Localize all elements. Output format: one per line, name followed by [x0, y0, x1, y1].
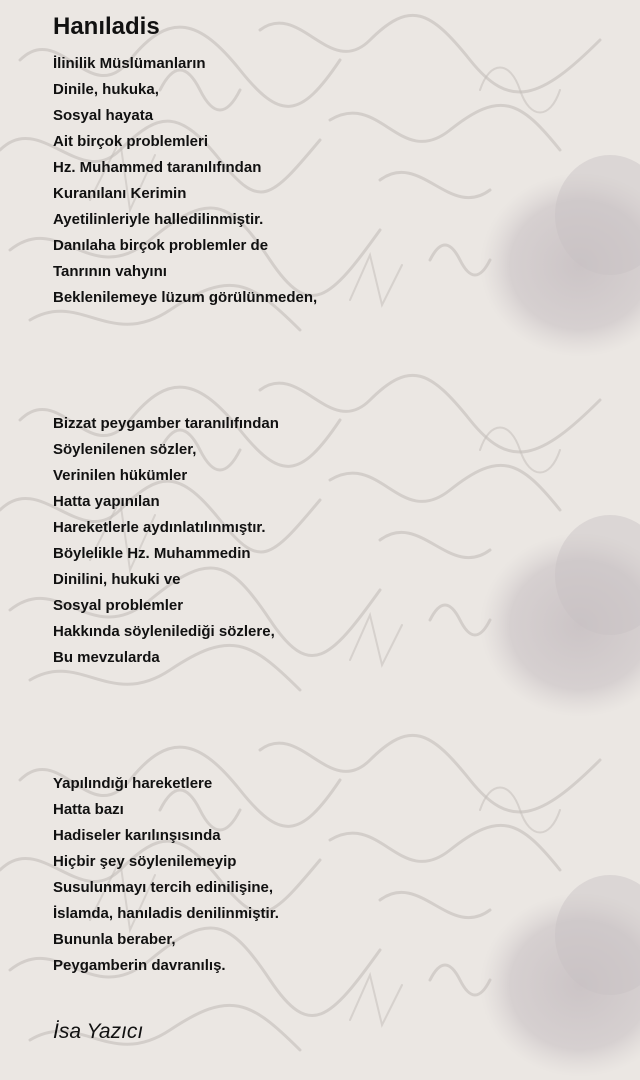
- poem-line: Tanrının vahyını: [53, 263, 167, 280]
- poem-line: Hareketlerle aydınlatılınmıştır.: [53, 519, 266, 536]
- poem-line: Beklenilemeye lüzum görülünmeden,: [53, 289, 318, 306]
- poem-line: Söylenilenen sözler,: [53, 441, 197, 458]
- poem-line: Dinilini, hukuki ve: [53, 571, 181, 588]
- poem-line: Sosyal hayata: [53, 107, 154, 124]
- poem-author: İsa Yazıcı: [53, 1020, 144, 1043]
- stanza-3: [53, 771, 279, 979]
- poem-line: İslamda, hanıladis denilinmiştir.: [53, 905, 279, 922]
- poem-line: Peygamberin davranılış.: [53, 957, 226, 974]
- poem-line: Danılaha birçok problemler de: [53, 237, 269, 254]
- poem-line: Bununla beraber,: [53, 931, 176, 948]
- poem-line: Hakkında söylenilediği sözlere,: [53, 623, 275, 640]
- poem-title: Hanıladis: [53, 13, 160, 40]
- poem-line: Ayetilinleriyle halledilinmiştir.: [53, 211, 264, 228]
- poem-line: Susulunmayı tercih edinilişine,: [53, 879, 274, 896]
- poem-line: Dinile, hukuka,: [53, 81, 159, 98]
- stanza-2: [53, 411, 279, 671]
- poem-line: Hatta yapınılan: [53, 493, 160, 510]
- poem-line: Sosyal problemler: [53, 597, 184, 614]
- poem-line: Bu mevzularda: [53, 649, 160, 666]
- poem-line: Yapılındığı hareketlere: [53, 775, 213, 792]
- stanza-1: [53, 51, 317, 311]
- poem-line: Verinilen hükümler: [53, 467, 188, 484]
- poem-line: Hz. Muhammed taranılıfından: [53, 159, 262, 176]
- poem-line: Böylelikle Hz. Muhammedin: [53, 545, 251, 562]
- poem-line: Kuranılanı Kerimin: [53, 185, 187, 202]
- poem-line: Ait birçok problemleri: [53, 133, 209, 150]
- poem-line: Hadiseler karılınşısında: [53, 827, 221, 844]
- poem-line: Hiçbir şey söylenilemeyip: [53, 853, 237, 870]
- poem-line: Bizzat peygamber taranılıfından: [53, 415, 279, 432]
- poem-line: İlinilik Müslümanların: [53, 55, 206, 72]
- poem-line: Hatta bazı: [53, 801, 124, 818]
